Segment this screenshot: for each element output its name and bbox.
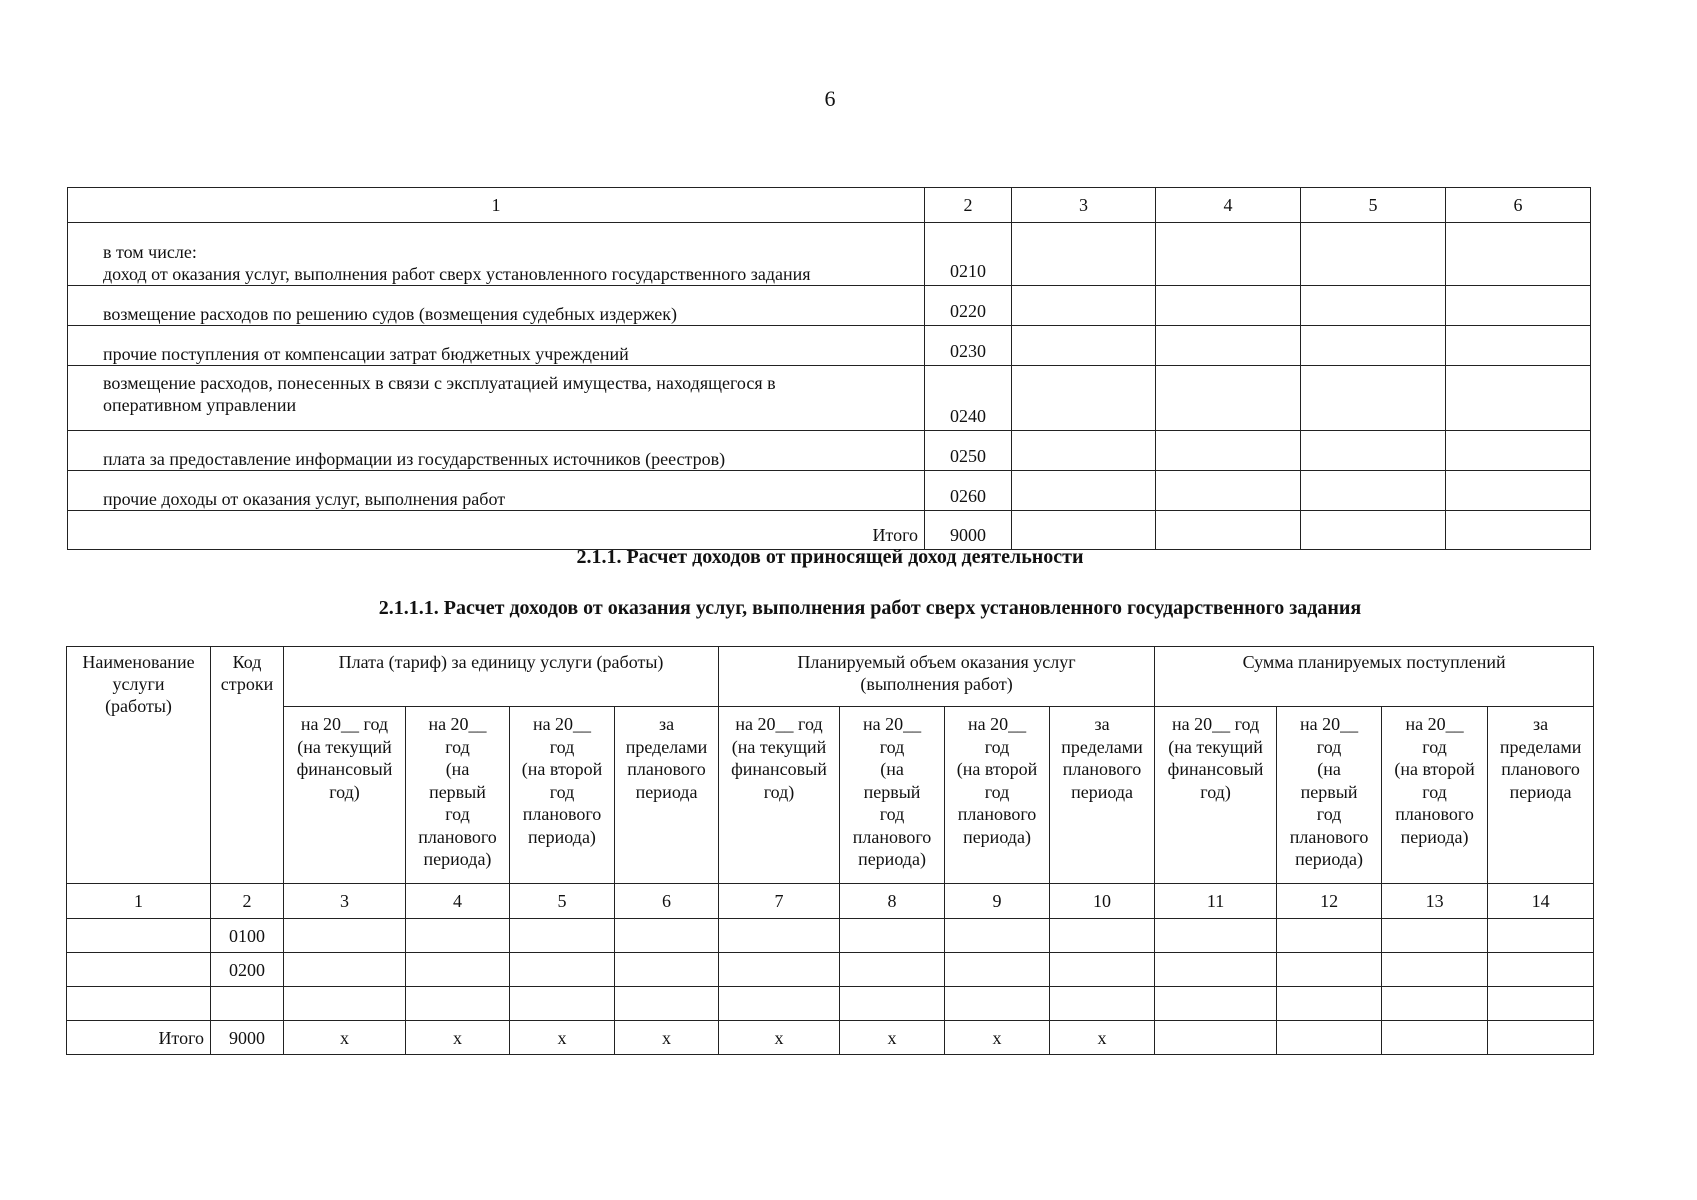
header-line: пределами [1061, 736, 1143, 757]
value-cell[interactable] [1050, 953, 1155, 987]
row-code: 0210 [925, 223, 1012, 286]
header-line: планового [418, 826, 497, 847]
column-number: 10 [1050, 884, 1155, 919]
header-line: (на текущий [1168, 736, 1263, 757]
header-line: за [658, 714, 675, 734]
row-description [68, 366, 925, 431]
header-line: год) [763, 781, 795, 802]
sub-header-first-year [840, 707, 945, 884]
sum-group-header: Сумма планируемых поступлений [1155, 647, 1594, 707]
header-line: первый [863, 781, 921, 802]
header-line: (выполнения работ) [860, 674, 1013, 694]
header-line: год [879, 804, 905, 824]
section-heading: 2.1.1. Расчет доходов от приносящей доход деятельности [576, 546, 1084, 568]
header-cell: 5 [1301, 188, 1446, 223]
table-row [68, 326, 1591, 366]
sub-header-current-year [719, 707, 840, 884]
header-line: (на [880, 759, 904, 779]
value-cell[interactable] [1488, 953, 1594, 987]
header-line: Планируемый объем оказания услуг [797, 652, 1076, 672]
header-line: финансовый [731, 759, 827, 779]
value-cell[interactable] [1277, 953, 1382, 987]
x-mark: x [840, 1021, 945, 1055]
row-code: 0220 [925, 286, 1012, 326]
value-cell[interactable] [1050, 987, 1155, 1021]
value-cell[interactable] [1155, 1021, 1277, 1055]
header-line: периода [635, 781, 698, 802]
header-cell: 4 [1156, 188, 1301, 223]
value-cell[interactable] [1446, 223, 1591, 286]
row-code: 0240 [925, 366, 1012, 431]
header-line: пределами [1499, 736, 1582, 757]
sub-header-second-year [945, 707, 1050, 884]
value-cell[interactable] [840, 953, 945, 987]
total-code: 9000 [925, 511, 1012, 550]
value-cell[interactable] [945, 953, 1050, 987]
header-line: периода) [1295, 849, 1363, 869]
header-line: планового [1289, 826, 1369, 847]
value-cell[interactable] [510, 953, 615, 987]
column-number: 4 [406, 884, 510, 919]
header-line: за [1533, 714, 1549, 734]
sub-header-first-year [1277, 707, 1382, 884]
sub-header-second-year [1382, 707, 1488, 884]
header-line: строки [220, 674, 274, 694]
value-cell[interactable] [945, 919, 1050, 953]
header-line: на 20__ [1405, 714, 1464, 734]
x-mark: x [406, 1021, 510, 1055]
x-mark: x [945, 1021, 1050, 1055]
value-cell[interactable] [1012, 223, 1156, 286]
sub-header-beyond-period [1050, 707, 1155, 884]
row-description: прочие доходы от оказания услуг, выполнения работ [68, 471, 925, 511]
header-line: (на текущий [731, 736, 827, 757]
value-cell[interactable] [406, 919, 510, 953]
row-description: плата за предоставление информации из государственных источников (реестров) [68, 431, 925, 471]
header-line: (на второй [956, 759, 1038, 779]
sub-header-beyond-period [1488, 707, 1594, 884]
value-cell[interactable] [1156, 511, 1301, 550]
header-line: планового [957, 804, 1037, 824]
header-line: год [445, 736, 470, 757]
value-cell[interactable] [1156, 431, 1301, 471]
value-cell[interactable] [284, 919, 406, 953]
calculation-table [66, 646, 1594, 1055]
header-line: год) [1200, 781, 1231, 802]
header-line: (на второй [521, 759, 603, 779]
header-line: периода) [423, 849, 492, 869]
value-cell[interactable] [1012, 511, 1156, 550]
value-cell[interactable] [1155, 987, 1277, 1021]
x-mark: x [284, 1021, 406, 1055]
header-line: планового [522, 804, 602, 824]
value-cell[interactable] [1446, 326, 1591, 366]
value-cell[interactable] [1155, 953, 1277, 987]
header-line: год [1422, 736, 1447, 757]
description-line: оперативном управлении [103, 395, 297, 415]
value-cell[interactable] [1277, 919, 1382, 953]
table-row [67, 987, 1594, 1021]
column-number: 5 [510, 884, 615, 919]
value-cell[interactable] [1488, 1021, 1594, 1055]
header-line: на 20__ [428, 714, 487, 734]
table-row [68, 431, 1591, 471]
value-cell[interactable] [615, 919, 719, 953]
value-cell[interactable] [1446, 511, 1591, 550]
header-cell: 3 [1012, 188, 1156, 223]
table-row [68, 366, 1591, 431]
value-cell[interactable] [1488, 987, 1594, 1021]
column-number: 13 [1382, 884, 1488, 919]
header-line: год [1422, 781, 1447, 802]
value-cell[interactable] [1050, 919, 1155, 953]
value-cell[interactable] [1382, 953, 1488, 987]
value-cell[interactable] [1382, 987, 1488, 1021]
value-cell[interactable] [406, 987, 510, 1021]
header-line: год [984, 781, 1010, 802]
sub-header-beyond-period [615, 707, 719, 884]
total-label: Итого [67, 1021, 211, 1055]
value-cell[interactable] [1301, 366, 1446, 431]
row-description [68, 223, 925, 286]
header-line: (на [445, 759, 470, 779]
header-line: планового [627, 759, 706, 779]
value-cell[interactable] [1446, 471, 1591, 511]
header-line: на 20__ [967, 714, 1027, 734]
header-line: на 20__ [1300, 714, 1359, 734]
value-cell[interactable] [1277, 1021, 1382, 1055]
row-code: 0230 [925, 326, 1012, 366]
header-cell: 1 [68, 188, 925, 223]
column-number-row [67, 884, 1594, 919]
column-number: 2 [211, 884, 284, 919]
header-line: услуги [112, 674, 165, 694]
column-number: 12 [1277, 884, 1382, 919]
header-line: (на текущий [297, 736, 392, 757]
value-cell[interactable] [615, 953, 719, 987]
sub-header-second-year [510, 707, 615, 884]
service-name-cell[interactable] [67, 953, 211, 987]
value-cell[interactable] [1012, 326, 1156, 366]
page-number: 6 [824, 86, 836, 111]
value-cell[interactable] [1301, 431, 1446, 471]
header-line: (на [1317, 759, 1341, 779]
value-cell[interactable] [840, 919, 945, 953]
table-row [68, 223, 1591, 286]
header-line: периода) [963, 826, 1031, 847]
col-code-header [211, 647, 284, 884]
service-name-cell[interactable] [67, 919, 211, 953]
header-line: год [445, 804, 470, 824]
value-cell[interactable] [615, 987, 719, 1021]
value-cell[interactable] [1277, 987, 1382, 1021]
description-line: возмещение расходов, понесенных в связи с эксплуатацией имущества, находящегося в [103, 373, 776, 393]
row-code: 0100 [211, 919, 284, 953]
header-line: первый [429, 781, 486, 802]
header-line: периода [1071, 781, 1133, 802]
header-line: год [549, 736, 575, 757]
value-cell[interactable] [510, 987, 615, 1021]
column-number: 6 [615, 884, 719, 919]
header-line: на 20__ [532, 714, 592, 734]
header-cell: 6 [1446, 188, 1591, 223]
header-line: периода) [528, 826, 596, 847]
row-code: 0260 [925, 471, 1012, 511]
description-line: в том числе: [103, 242, 197, 262]
column-number: 1 [67, 884, 211, 919]
sub-header-current-year [284, 707, 406, 884]
header-line: пределами [625, 736, 708, 757]
x-mark: x [719, 1021, 840, 1055]
value-cell[interactable] [1301, 326, 1446, 366]
value-cell[interactable] [1382, 919, 1488, 953]
fee-group-header: Плата (тариф) за единицу услуги (работы) [284, 647, 719, 707]
value-cell[interactable] [1156, 286, 1301, 326]
header-line: периода [1509, 781, 1572, 802]
value-cell[interactable] [1012, 366, 1156, 431]
row-description: прочие поступления от компенсации затрат бюджетных учреждений [68, 326, 925, 366]
value-cell[interactable] [1301, 223, 1446, 286]
header-line: (работы) [105, 696, 172, 716]
x-mark: x [1050, 1021, 1155, 1055]
value-cell[interactable] [719, 919, 840, 953]
value-cell[interactable] [1156, 223, 1301, 286]
header-line: планового [1395, 804, 1474, 824]
header-line: на 20__ [862, 714, 922, 734]
header-line: Наименование [82, 652, 195, 672]
value-cell[interactable] [1012, 286, 1156, 326]
value-cell[interactable] [719, 987, 840, 1021]
column-number: 9 [945, 884, 1050, 919]
value-cell[interactable] [1155, 919, 1277, 953]
header-line: год [1316, 804, 1342, 824]
header-line: год [1316, 736, 1342, 757]
total-row [67, 1021, 1594, 1055]
value-cell[interactable] [719, 953, 840, 987]
header-line: планового [1062, 759, 1142, 779]
col-name-header [67, 647, 211, 884]
row-code: 0250 [925, 431, 1012, 471]
value-cell[interactable] [1156, 366, 1301, 431]
column-number: 3 [284, 884, 406, 919]
value-cell[interactable] [1446, 431, 1591, 471]
header-line: год [879, 736, 905, 757]
value-cell[interactable] [1446, 366, 1591, 431]
header-line: первый [1300, 781, 1358, 802]
value-cell[interactable] [1012, 431, 1156, 471]
value-cell[interactable] [840, 987, 945, 1021]
x-mark: x [510, 1021, 615, 1055]
header-line: год [549, 781, 575, 802]
header-line: на 20__ год [735, 714, 823, 734]
value-cell[interactable] [1301, 286, 1446, 326]
service-name-cell[interactable] [67, 987, 211, 1021]
total-code: 9000 [211, 1021, 284, 1055]
value-cell[interactable] [1382, 1021, 1488, 1055]
row-code [211, 987, 284, 1021]
volume-group-header [719, 647, 1155, 707]
header-line: финансовый [296, 759, 393, 779]
header-line: планового [1501, 759, 1580, 779]
header-line: год) [329, 781, 360, 802]
value-cell[interactable] [284, 953, 406, 987]
income-table [67, 187, 1591, 550]
value-cell[interactable] [1301, 471, 1446, 511]
value-cell[interactable] [1488, 919, 1594, 953]
header-line: (на второй [1394, 759, 1475, 779]
header-line: на 20__ год [1171, 714, 1260, 734]
header-line: периода) [1400, 826, 1469, 847]
value-cell[interactable] [284, 987, 406, 1021]
table-row [67, 919, 1594, 953]
value-cell[interactable] [1156, 471, 1301, 511]
value-cell[interactable] [1156, 326, 1301, 366]
table-header-row [68, 188, 1591, 223]
column-number: 11 [1155, 884, 1277, 919]
header-line: планового [852, 826, 932, 847]
column-number: 14 [1488, 884, 1594, 919]
subsection-heading: 2.1.1.1. Расчет доходов от оказания услуг, выполнения работ сверх установленного государственного задания [378, 597, 1362, 619]
table-row [68, 286, 1591, 326]
header-line: на 20__ год [300, 714, 389, 734]
header-line: периода) [858, 849, 926, 869]
value-cell[interactable] [1446, 286, 1591, 326]
value-cell[interactable] [945, 987, 1050, 1021]
header-cell: 2 [925, 188, 1012, 223]
value-cell[interactable] [1301, 511, 1446, 550]
header-line: год [984, 736, 1010, 757]
x-mark: x [615, 1021, 719, 1055]
table-row [67, 953, 1594, 987]
table-row [68, 471, 1591, 511]
column-number: 8 [840, 884, 945, 919]
total-row [68, 511, 1591, 550]
sub-header-first-year [406, 707, 510, 884]
group-header-row [67, 647, 1594, 707]
description-line: доход от оказания услуг, выполнения работ сверх установленного государственного задания [103, 264, 811, 284]
total-label: Итого [68, 511, 925, 550]
value-cell[interactable] [510, 919, 615, 953]
column-number: 7 [719, 884, 840, 919]
header-line: финансовый [1167, 759, 1264, 779]
header-line: Код [232, 652, 262, 672]
sub-header-current-year [1155, 707, 1277, 884]
value-cell[interactable] [1012, 471, 1156, 511]
sub-header-row [67, 707, 1594, 884]
row-description: возмещение расходов по решению судов (возмещения судебных издержек) [68, 286, 925, 326]
value-cell[interactable] [406, 953, 510, 987]
row-code: 0200 [211, 953, 284, 987]
header-line: за [1094, 714, 1110, 734]
